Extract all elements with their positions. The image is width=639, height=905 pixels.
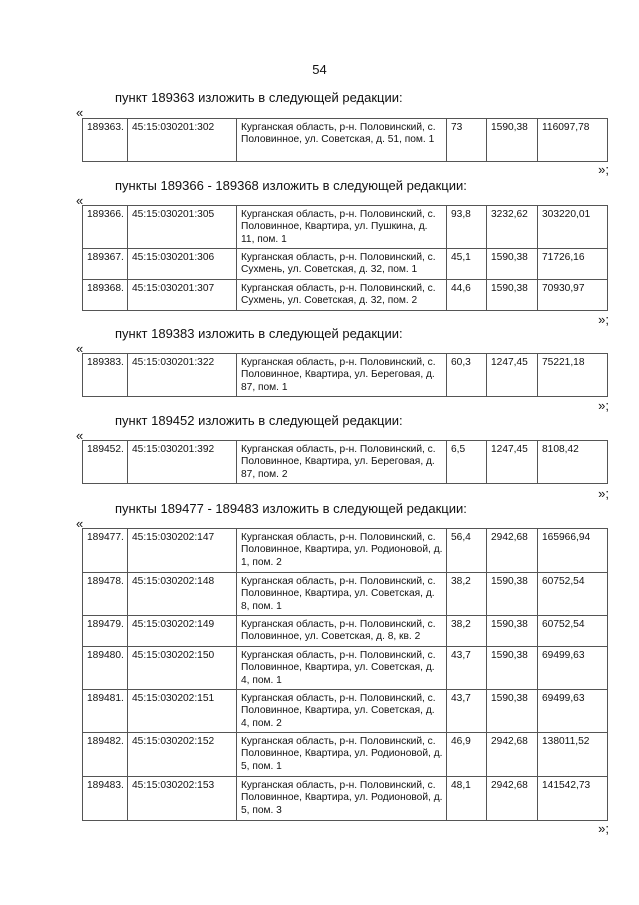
amendment-table xyxy=(82,528,608,821)
cadastral-number: 45:15:030201:302 xyxy=(128,119,237,162)
table-row xyxy=(83,280,608,311)
area: 46,9 xyxy=(447,733,487,777)
cadastral-number: 45:15:030202:151 xyxy=(128,690,237,733)
total-value: 69499,63 xyxy=(538,690,608,733)
table-row xyxy=(83,573,608,616)
cadastral-number: 45:15:030202:148 xyxy=(128,573,237,616)
cadastral-number: 45:15:030201:306 xyxy=(128,249,237,280)
total-value: 71726,16 xyxy=(538,249,608,280)
unit-value: 2942,68 xyxy=(487,733,538,777)
amendment-table xyxy=(82,205,608,311)
quote-open: « xyxy=(76,516,84,531)
address: Курганская область, р-н. Половинский, с. Половинное, Квартира, ул. Советская, д. 8, пом. 1 xyxy=(237,573,447,616)
address: Курганская область, р-н. Половинский, с. Половинное, ул. Советская, д. 8, кв. 2 xyxy=(237,616,447,647)
unit-value: 1590,38 xyxy=(487,690,538,733)
cadastral-number: 45:15:030202:147 xyxy=(128,529,237,573)
address: Курганская область, р-н. Половинский, с. Половинное, Квартира, ул. Береговая, д. 87, пом. 1 xyxy=(237,354,447,397)
row-number: 189363. xyxy=(83,119,128,162)
table-row xyxy=(83,616,608,647)
total-value: 60752,54 xyxy=(538,616,608,647)
table-row xyxy=(83,647,608,690)
address: Курганская область, р-н. Половинский, с. Половинное, Квартира, ул. Береговая, д. 87, пом. 2 xyxy=(237,441,447,484)
area: 38,2 xyxy=(447,573,487,616)
quote-open: « xyxy=(76,428,84,443)
quote-close: »; xyxy=(598,312,609,327)
quote-close: »; xyxy=(598,398,609,413)
cadastral-number: 45:15:030202:150 xyxy=(128,647,237,690)
row-number: 189478. xyxy=(83,573,128,616)
row-number: 189368. xyxy=(83,280,128,311)
cadastral-number: 45:15:030202:153 xyxy=(128,777,237,821)
table-row xyxy=(83,206,608,249)
area: 60,3 xyxy=(447,354,487,397)
amendment-intro: пункты 189477 - 189483 изложить в следующей редакции: xyxy=(115,501,467,516)
area: 43,7 xyxy=(447,647,487,690)
row-number: 189480. xyxy=(83,647,128,690)
area: 73 xyxy=(447,119,487,162)
amendment-table xyxy=(82,353,608,397)
total-value: 165966,94 xyxy=(538,529,608,573)
quote-close: »; xyxy=(598,486,609,501)
unit-value: 1590,38 xyxy=(487,280,538,311)
table-row xyxy=(83,441,608,484)
row-number: 189452. xyxy=(83,441,128,484)
area: 44,6 xyxy=(447,280,487,311)
unit-value: 1590,38 xyxy=(487,249,538,280)
address: Курганская область, р-н. Половинский, с. Половинное, ул. Советская, д. 51, пом. 1 xyxy=(237,119,447,162)
quote-open: « xyxy=(76,193,84,208)
unit-value: 1247,45 xyxy=(487,441,538,484)
row-number: 189366. xyxy=(83,206,128,249)
total-value: 70930,97 xyxy=(538,280,608,311)
unit-value: 2942,68 xyxy=(487,777,538,821)
cadastral-number: 45:15:030201:305 xyxy=(128,206,237,249)
address: Курганская область, р-н. Половинский, с. Половинное, Квартира, ул. Родионовой, д. 5, пом. 3 xyxy=(237,777,447,821)
quote-open: « xyxy=(76,341,84,356)
cadastral-number: 45:15:030201:322 xyxy=(128,354,237,397)
total-value: 8108,42 xyxy=(538,441,608,484)
cadastral-number: 45:15:030201:307 xyxy=(128,280,237,311)
area: 45,1 xyxy=(447,249,487,280)
total-value: 141542,73 xyxy=(538,777,608,821)
quote-close: »; xyxy=(598,162,609,177)
row-number: 189367. xyxy=(83,249,128,280)
amendment-table xyxy=(82,440,608,484)
total-value: 116097,78 xyxy=(538,119,608,162)
address: Курганская область, р-н. Половинский, с. Половинное, Квартира, ул. Пушкина, д. 11, пом. 1 xyxy=(237,206,447,249)
total-value: 138011,52 xyxy=(538,733,608,777)
quote-close: »; xyxy=(598,821,609,836)
amendment-intro: пункт 189383 изложить в следующей редакции: xyxy=(115,326,403,341)
total-value: 60752,54 xyxy=(538,573,608,616)
unit-value: 1590,38 xyxy=(487,573,538,616)
address: Курганская область, р-н. Половинский, с. Сухмень, ул. Советская, д. 32, пом. 1 xyxy=(237,249,447,280)
address: Курганская область, р-н. Половинский, с. Половинное, Квартира, ул. Родионовой, д. 1, пом. 2 xyxy=(237,529,447,573)
page-number: 54 xyxy=(312,62,327,77)
cadastral-number: 45:15:030202:149 xyxy=(128,616,237,647)
unit-value: 1590,38 xyxy=(487,647,538,690)
table-row xyxy=(83,777,608,821)
unit-value: 3232,62 xyxy=(487,206,538,249)
address: Курганская область, р-н. Половинский, с. Половинное, Квартира, ул. Советская, д. 4, пом. 2 xyxy=(237,690,447,733)
unit-value: 1590,38 xyxy=(487,119,538,162)
address: Курганская область, р-н. Половинский, с. Половинное, Квартира, ул. Советская, д. 4, пом. 1 xyxy=(237,647,447,690)
area: 93,8 xyxy=(447,206,487,249)
table-row xyxy=(83,733,608,777)
area: 43,7 xyxy=(447,690,487,733)
total-value: 69499,63 xyxy=(538,647,608,690)
area: 38,2 xyxy=(447,616,487,647)
area: 6,5 xyxy=(447,441,487,484)
unit-value: 2942,68 xyxy=(487,529,538,573)
quote-open: « xyxy=(76,105,84,120)
table-row xyxy=(83,529,608,573)
amendment-table xyxy=(82,118,608,162)
cadastral-number: 45:15:030201:392 xyxy=(128,441,237,484)
row-number: 189483. xyxy=(83,777,128,821)
table-row xyxy=(83,249,608,280)
address: Курганская область, р-н. Половинский, с. Половинное, Квартира, ул. Родионовой, д. 5, пом. 1 xyxy=(237,733,447,777)
unit-value: 1247,45 xyxy=(487,354,538,397)
row-number: 189477. xyxy=(83,529,128,573)
area: 56,4 xyxy=(447,529,487,573)
row-number: 189479. xyxy=(83,616,128,647)
table-row xyxy=(83,354,608,397)
total-value: 303220,01 xyxy=(538,206,608,249)
cadastral-number: 45:15:030202:152 xyxy=(128,733,237,777)
amendment-intro: пункт 189452 изложить в следующей редакции: xyxy=(115,413,403,428)
amendment-intro: пункт 189363 изложить в следующей редакции: xyxy=(115,90,403,105)
row-number: 189383. xyxy=(83,354,128,397)
amendment-intro: пункты 189366 - 189368 изложить в следующей редакции: xyxy=(115,178,467,193)
total-value: 75221,18 xyxy=(538,354,608,397)
area: 48,1 xyxy=(447,777,487,821)
unit-value: 1590,38 xyxy=(487,616,538,647)
row-number: 189481. xyxy=(83,690,128,733)
table-row xyxy=(83,119,608,162)
table-row xyxy=(83,690,608,733)
address: Курганская область, р-н. Половинский, с. Сухмень, ул. Советская, д. 32, пом. 2 xyxy=(237,280,447,311)
row-number: 189482. xyxy=(83,733,128,777)
